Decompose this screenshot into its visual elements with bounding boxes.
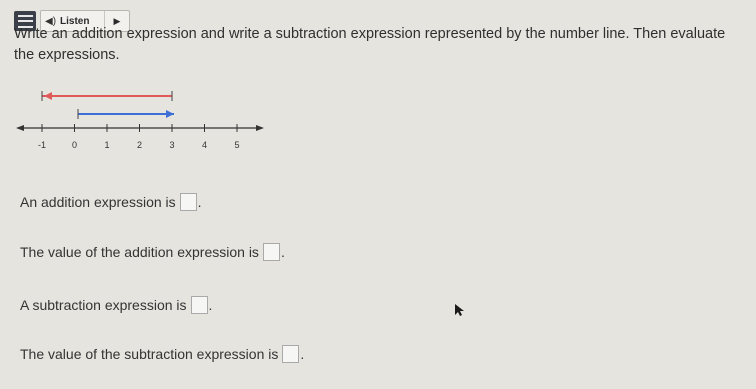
answer-label: An addition expression is xyxy=(20,194,176,210)
answer-input-subtraction-value[interactable] xyxy=(282,345,299,363)
answer-label: A subtraction expression is xyxy=(20,297,187,313)
answer-input-addition-value[interactable] xyxy=(263,243,280,261)
play-icon[interactable]: ▶ xyxy=(104,11,129,31)
axis xyxy=(16,124,264,150)
number-line-tick-label: 3 xyxy=(169,140,175,150)
mouse-cursor-icon xyxy=(454,303,466,317)
number-line-tick-label: 1 xyxy=(104,140,110,150)
number-line-tick-label: 4 xyxy=(201,140,208,150)
answer-label: The value of the addition expression is xyxy=(20,244,259,260)
answer-row-addition-expression: An addition expression is . xyxy=(20,194,202,210)
number-line-tick-label: -1 xyxy=(37,140,47,150)
number-line-tick-label: 0 xyxy=(71,140,78,150)
answer-row-subtraction-value: The value of the subtraction expression is . xyxy=(20,346,305,362)
answer-row-addition-value: The value of the addition expression is . xyxy=(20,244,285,260)
speaker-icon: ◀) xyxy=(45,15,57,27)
number-line-tick-label: 5 xyxy=(234,140,240,150)
answer-label: The value of the subtraction expression is xyxy=(20,346,279,362)
answer-input-subtraction-expression[interactable] xyxy=(191,296,208,314)
red-arrow xyxy=(42,91,172,101)
blue-arrow xyxy=(78,109,174,119)
listen-label: Listen xyxy=(60,15,90,27)
question-prompt: Write an addition expression and write a subtraction expression represented by the number line. Then evaluate the expressions. xyxy=(14,26,726,63)
number-line-tick-label: 2 xyxy=(136,140,143,150)
answer-input-addition-expression[interactable] xyxy=(180,193,197,211)
answer-row-subtraction-expression: A subtraction expression is . xyxy=(20,297,213,313)
number-line-diagram xyxy=(14,86,274,156)
